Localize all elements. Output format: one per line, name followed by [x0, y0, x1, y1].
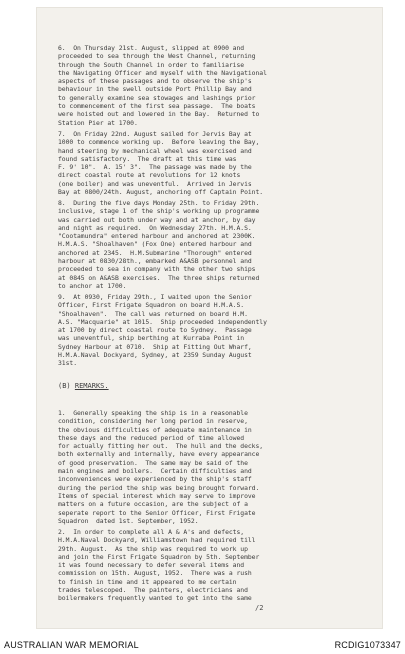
- text-line: were hoisted out and lowered in the Bay. Returned to: [58, 110, 260, 119]
- text-line: commission on 15th. August, 1952. There was a rush: [58, 569, 252, 578]
- text-line: inconveniences were experienced by the ship's staff: [58, 475, 252, 484]
- text-line: Squadron dated 1st. September, 1952.: [58, 516, 199, 525]
- text-line: seperate report to the Senior Officer, First Frigate: [58, 508, 256, 517]
- text-line: 29th. August. As the ship was required to work up: [58, 544, 248, 553]
- footer-record-id: RCDIG1073347: [334, 640, 401, 650]
- text-line: proceeded to sea through the West Channel, returning: [58, 52, 256, 61]
- text-line: to anchor at 1700.: [58, 281, 127, 290]
- text-line: was carried out both under way and at anchor, by day: [58, 215, 256, 224]
- text-line: matters on a future occasion, are the subject of a: [58, 500, 248, 509]
- paragraph-9: [58, 293, 376, 368]
- text-line: at 0845 on A&ASB exercises. The three ships returned: [58, 273, 260, 282]
- text-line: 2. In order to complete all A & A's and defects,: [58, 528, 245, 536]
- text-line: hand steering by mechanical wheel was exercised and: [58, 146, 252, 155]
- text-line: for actually fitting her out. The hull and the decks,: [58, 442, 264, 451]
- text-line: to generally examine sea stowages and lashings prior: [58, 93, 256, 102]
- text-line: main engines and boilers. Certain difficulties and: [58, 467, 252, 476]
- remarks-paragraph-1: [58, 409, 376, 525]
- footer-institution: AUSTRALIAN WAR MEMORIAL: [4, 640, 139, 650]
- text-line: 6. On Thursday 21st. August, slipped at 0900 and: [58, 44, 245, 52]
- paragraph-6: [58, 44, 376, 127]
- text-line: harbour at 0830/28th., embarked A&ASB personnel and: [58, 257, 252, 266]
- text-line: H.M.A.S. "Shoalhaven" (Fox One) entered harbour and: [58, 240, 252, 249]
- text-line: H.M.A.Naval Dockyard, Williamstown had required till: [58, 536, 256, 545]
- text-line: trades telescoped. The painters, electricians and: [58, 586, 248, 595]
- paragraph-7: [58, 130, 376, 196]
- text-line: 9. At 0930, Friday 29th., I waited upon the Senior: [58, 293, 252, 301]
- text-line: 1. Generally speaking the ship is in a reasonable: [58, 409, 248, 417]
- text-line: "Shoalhaven". The call was returned on board H.M.: [58, 309, 248, 318]
- text-line: A.S. "Macquarie" at 1015. Ship proceeded independently: [58, 317, 267, 326]
- text-line: and join the First Frigate Squadron by 5th. September: [58, 552, 260, 561]
- text-line: Items of special interest which may serve to improve: [58, 491, 256, 500]
- text-line: 1000 to commence working up. Before leaving the Bay,: [58, 138, 260, 147]
- paragraph-8: [58, 199, 376, 290]
- text-line: direct coastal route at revolutions for 12 knots: [58, 171, 241, 180]
- text-line: Officer, First Frigate Squadron on board H.M.A.S.: [58, 301, 245, 310]
- text-line: was uneventful, ship berthing at Kurraba Point in: [58, 334, 245, 343]
- text-line: these days and the reduced period of time allowed: [58, 433, 245, 442]
- text-line: both externally and internally, have every appearance: [58, 450, 260, 459]
- section-heading-remarks: [58, 382, 109, 390]
- text-line: to finish in time and it appeared to me certain: [58, 577, 237, 586]
- text-line: 31st.: [58, 359, 77, 368]
- text-line: anchored at 2345. H.M.Submarine "Thorough" entered: [58, 248, 252, 257]
- text-line: behaviour in the swell outside Port Phillip Bay and: [58, 85, 252, 94]
- text-line: and night as required. On Wednesday 27th. H.M.A.S.: [58, 223, 252, 232]
- text-line: F. 9' 10". A. 15' 3". The passage was made by the: [58, 163, 252, 172]
- text-line: of good preservation. The same may be said of the: [58, 458, 248, 467]
- text-line: boilermakers frequently wanted to get into the same: [58, 594, 252, 603]
- section-heading-title: REMARKS.: [74, 382, 109, 390]
- text-line: the Navigating Officer and myself with the Navigational: [58, 68, 267, 77]
- text-line: to commencement of the first sea passage. The boats: [58, 102, 256, 111]
- text-line: Bay at 0800/24th. August, anchoring off Captain Point.: [58, 188, 264, 197]
- text-line: Sydney Harbour at 0710. Ship at Fitting Out Wharf,: [58, 342, 252, 351]
- text-line: at 1700 by direct coastal route to Sydney. Passage: [58, 326, 252, 335]
- text-line: inclusive, stage 1 of the ship's working up programme: [58, 207, 260, 216]
- text-line: Station Pier at 1700.: [58, 118, 138, 127]
- text-line: found satisfactory. The draft at this time was: [58, 154, 237, 163]
- text-line: through the South Channel in order to familiarise: [58, 60, 245, 69]
- text-line: proceeded to sea in company with the other two ships: [58, 265, 256, 274]
- text-line: H.M.A.Naval Dockyard, Sydney, at 2359 Sunday August: [58, 351, 252, 360]
- text-line: aspects of these passages and to observe the ship's: [58, 77, 252, 86]
- text-line: (one boiler) and was uneventful. Arrived in Jervis: [58, 179, 252, 188]
- text-line: condition, considering her long period in reserve,: [58, 417, 248, 426]
- text-line: 8. During the five days Monday 25th. to Friday 29th.: [58, 199, 260, 207]
- remarks-paragraph-2: [58, 528, 376, 603]
- text-line: it was found necessary to defer several items and: [58, 561, 245, 570]
- page-continuation-marker: /2: [255, 604, 264, 612]
- text-line: 7. On Friday 22nd. August sailed for Jervis Bay at: [58, 130, 252, 138]
- section-heading-prefix: (B): [58, 382, 71, 390]
- text-line: the obvious difficulties of adequate maintenance in: [58, 425, 252, 434]
- text-line: during the period the ship was being brought forward.: [58, 483, 260, 492]
- text-line: "Cootamundra" entered harbour and anchored at 2300K.: [58, 232, 256, 241]
